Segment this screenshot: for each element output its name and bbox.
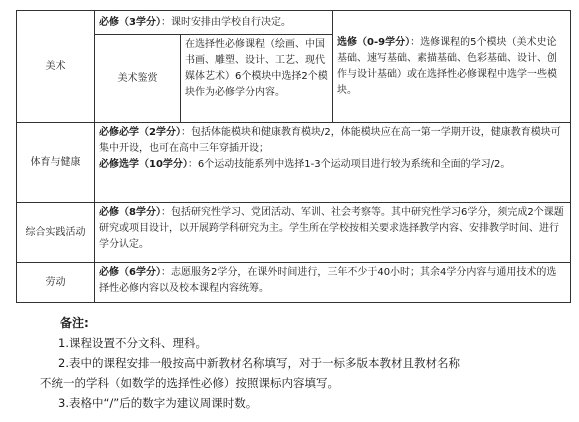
table-row-labor bbox=[17, 263, 571, 303]
requirement-label: 必修（8学分） bbox=[99, 207, 161, 218]
requirement-label: 必修选学（10学分） bbox=[99, 159, 188, 170]
subject-cell-labor bbox=[17, 263, 95, 303]
note-item-3: 3.表格中“/”后的数字为建议周课时数。 bbox=[58, 396, 258, 410]
pe-required-para bbox=[99, 125, 566, 157]
labor-content-cell bbox=[95, 263, 571, 303]
requirement-text: ：6个运动技能系列中选择1-3个运动项目进行较为系统和全面的学习/2。 bbox=[187, 159, 511, 170]
requirement-label: 必修必学（2学分） bbox=[99, 127, 181, 138]
note-item-2-continued: 不统一的学科（如数学的选择性必修）按照课标内容填写。 bbox=[40, 376, 339, 390]
notes-title: 备注: bbox=[60, 316, 89, 330]
practice-content-cell bbox=[95, 203, 571, 263]
pe-elective-para bbox=[99, 157, 566, 173]
subject-cell-arts bbox=[17, 11, 95, 123]
requirement-text: ：课时安排由学校自行决定。 bbox=[160, 16, 291, 28]
requirement-text: ：选修课程的5个模块（美术史论基础、速写基础、素描基础、色彩基础、设计、创作与设计基础）或在选择性必修课程中选学一些模块。 bbox=[337, 36, 557, 96]
subject-label: 体育与健康 bbox=[30, 156, 81, 168]
subject-cell-pe bbox=[17, 123, 95, 203]
module-text: 在选择性必修课程（绘画、中国书画、雕塑、设计、工艺、现代媒体艺术）6个模块中选择2个模块作为必修学分内容。 bbox=[185, 39, 328, 98]
note-item-2: 2.表中的课程安排一般按高中新教材名称填写，对于一标多版本教材且教材名称 bbox=[58, 356, 460, 370]
requirement-label: 必修（6学分） bbox=[99, 267, 161, 278]
curriculum-table bbox=[16, 10, 571, 303]
requirement-label: 必修（3学分） bbox=[99, 16, 161, 28]
requirement-text: ：志愿服务2学分，在课外时间进行，三年不少于40小时；其余4学分内容与通用技术的选择性必修内容以及校本课程内容统筹。 bbox=[99, 267, 557, 294]
table-row-arts bbox=[17, 11, 571, 35]
subject-label: 劳动 bbox=[45, 276, 66, 288]
requirement-label: 选修（0-9学分） bbox=[337, 36, 411, 48]
table-row-pe bbox=[17, 123, 571, 203]
arts-appreciation-label-cell bbox=[95, 35, 181, 123]
module-label: 美术鉴赏 bbox=[117, 72, 158, 84]
requirement-text: ：包括体能模块和健康教育模块/2，体能模块应在高一第一学期开设，健康教育模块可集中开设，也可在高中三年穿插开设； bbox=[99, 127, 561, 154]
pe-content-cell bbox=[95, 123, 571, 203]
notes-section bbox=[0, 313, 579, 413]
note-item-1: 1.课程设置不分文科、理科。 bbox=[58, 336, 207, 350]
subject-label: 美术 bbox=[45, 60, 66, 72]
arts-elective-cell bbox=[333, 11, 571, 123]
arts-required-cell bbox=[95, 11, 333, 35]
subject-label: 综合实践活动 bbox=[25, 226, 86, 238]
table-row-practice bbox=[17, 203, 571, 263]
subject-cell-practice bbox=[17, 203, 95, 263]
requirement-text: ：包括研究性学习、党团活动、军训、社会考察等。其中研究性学习6学分，须完成2个课题研究或项目设计，以开展跨学科研究为主。学生所在学校按相关要求选择教学内容、安排教学时间、进行学分认定。 bbox=[99, 207, 564, 250]
arts-appreciation-text-cell bbox=[181, 35, 333, 123]
